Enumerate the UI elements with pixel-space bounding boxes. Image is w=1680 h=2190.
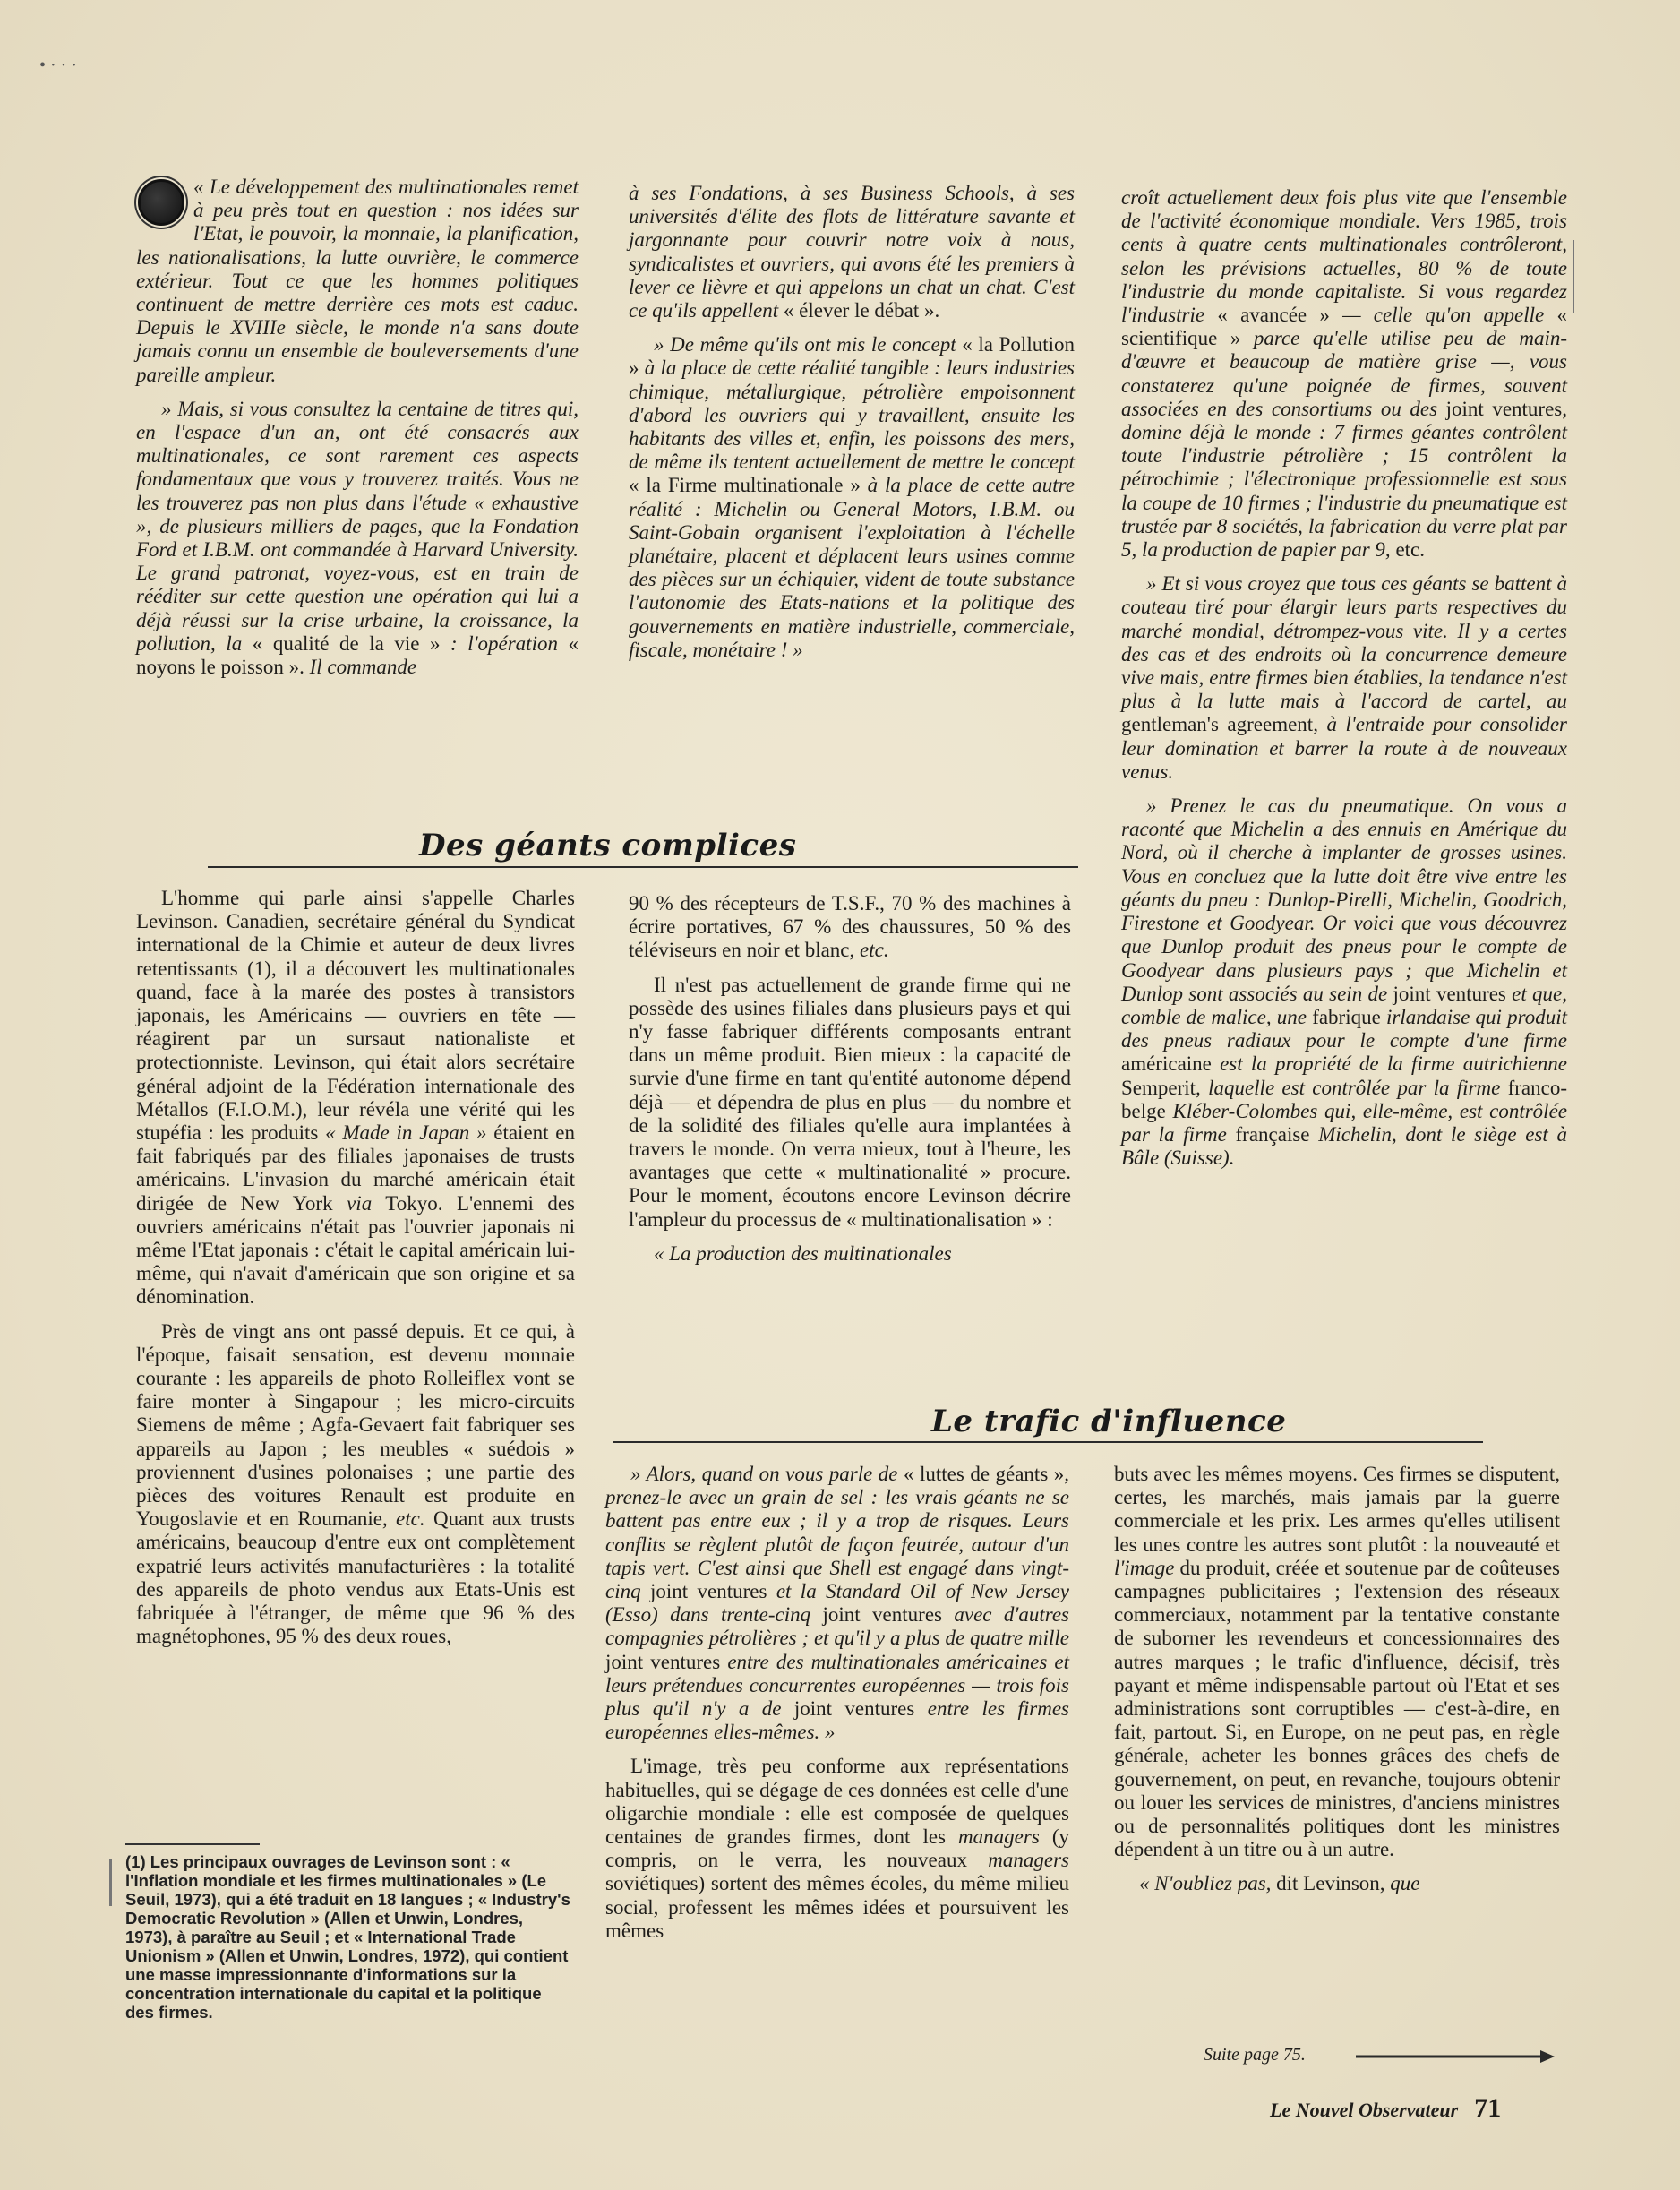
paragraph: « La production des multinationales xyxy=(654,1241,952,1265)
paragraph: » Prenez le cas du pneumatique. On vous a raconté que Michelin a des ennuis en Amérique du Nord, où il cherche à implanter de grosses usines. Vous en concluez que la lutte doit être vive entre les géants du pneu : Dunlop-Pirelli, Michelin, Goodrich, Firestone et Goodyear. Or voici que vous découvrez que Dunlop produit des pneus pour le compte de Goodyear dans plusieurs pays ; que Michelin et Dunlop sont associés au sein de joint ventures et que, comble de malice, une fabrique irlandaise qui produit des pneus radiaux pour le compte d'une firme américaine est la propriété de la firme autrichienne Semperit, laquelle est contrôlée par la firme franco-belge Kléber-Colombes qui, elle-même, est contrôlée par la firme française Michelin, dont le siège est à Bâle (Suisse). xyxy=(1121,794,1568,1170)
paragraph: Près de vingt ans ont passé depuis. Et ce qui, à l'époque, faisait sensation, est devenu monnaie courante : les appareils de photo Rolleiflex vont se faire monter à Singapour ; les micro-circuits Siemens de même ; Agfa-Gevaert fait fabriquer ses appareils au Japon ; les meubles « suédois » proviennent d'usines polonaises ; une partie des pièces des voitures Renault est produite en Yougoslavie et en Roumanie, etc. Quant aux trusts américains, beaucoup d'entre eux ont complètement expatrié leurs activités manufacturières : la totalité des appareils de photo vendus aux Etats-Unis est fabriquée à l'étranger, de même que 96 % des magnétophones, 95 % des deux roues, xyxy=(136,1319,575,1648)
column-3-top xyxy=(1121,186,1567,1181)
section-heading: Des géants complices xyxy=(419,828,797,863)
column-1-top xyxy=(136,176,579,690)
paragraph: buts avec les mêmes moyens. Ces firmes se disputent, certes, les marchés, mais jamais par la guerre commerciale et les prix. Les armes qu'elles utilisent les unes contre les autres sont plutôt : la nouveauté et l'image du produit, créée et soutenue par de coûteuses campagnes publicitaires ; l'extension des réseaux commerciaux, notamment par la tentative constante de suborner les revendeurs et concessionnaires des autres marques ; le trafic d'influence, décisif, très payant et même indispensable partout où l'Etat et ses administrations sont corruptibles — c'est-à-dire, en fait, partout. Si, en Europe, on ne peut pas, en règle générale, acheter les bonnes grâces des chefs de gouvernement, on peut, en revanche, toujours obtenir ou louer les services de ministres, d'anciens ministres ou de personnalités politiques dont les ministres dépendent à un titre ou à un autre. xyxy=(1114,1463,1560,1861)
paragraph: à ses Fondations, à ses Business Schools, à ses universités d'élite des flots de littérature savante et jargonnante pour couvrir notre voix à nous, syndicalistes et ouvriers, qui avons été les premiers à lever ce lièvre et qui appelons un chat un chat. C'est ce qu'ils appellent « élever le débat ». xyxy=(629,182,1075,322)
column-3-bottom xyxy=(1114,1463,1560,1907)
paragraph: » Alors, quand on vous parle de « luttes de géants », prenez-le avec un grain de sel : les vrais géants ne se battent pas entre eux ; il y a trop de risques. Leurs conflits se règlent plutôt de façon feutrée, autour d'un tapis vert. C'est ainsi que Shell est engagé dans vingt-cinq joint ventures et la Standard Oil of New Jersey (Esso) dans trente-cinq joint ventures avec d'autres compagnies pétrolières ; et qu'il y a plus de quatre mille joint ventures entre des multinationales américaines et leurs prétendues concurrentes européennes — trois fois plus qu'il n'y a de joint ventures entre les firmes européennes elles-mêmes. » xyxy=(605,1463,1070,1744)
footnote-rule xyxy=(125,1843,260,1845)
paragraph: » Mais, si vous consultez la centaine de titres qui, en l'espace d'un an, ont été consacrés aux multinationales, ce sont rarement ces aspects fondamentaux que vous y trouverez traités. Vous ne les trouverez pas non plus dans l'étude « exhaustive », de plusieurs milliers de pages, que la Fondation Ford et I.B.M. ont commandée à Harvard University. Le grand patronat, voyez-vous, est en train de rééditer sur cette question une opération qui lui a déjà réussi sur la crise urbaine, la croissance, la pollution, la « qualité de la vie » : l'opération « noyons le poisson ». Il commande xyxy=(136,397,579,679)
column-2-middle xyxy=(629,892,1071,1276)
paragraph: » Et si vous croyez que tous ces géants se battent à couteau tiré pour élargir leurs parts respectives du marché mondial, détrompez-vous vite. Il y a certes des cas et des endroits où la concurrence demeure vive mais, entre firmes bien établies, la tendance n'est plus à la lutte mais à l'accord de cartel, au gentleman's agreement, à l'entraide pour consolider leur domination et barrer la route à de nouveaux venus. xyxy=(1121,572,1567,783)
paragraph: 90 % des récepteurs de T.S.F., 70 % des machines à écrire portatives, 67 % des chaussures, 50 % des téléviseurs en noir et blanc, etc. xyxy=(629,892,1071,962)
corner-specks: • · · · xyxy=(39,56,77,75)
footnote: (1) Les principaux ouvrages de Levinson sont : « l'Inflation mondiale et les firmes multinationales » (Le Seuil, 1973), qui a été traduit en 18 langues ; « Industry's Democratic Revolution » (Allen et Unwin, Londres, 1973), à paraître au Seuil ; et « International Trade Unionism » (Allen et Unwin, Londres, 1972), qui contient une masse impressionnante d'informations sur la concentration internationale du capital et la politique des firmes. xyxy=(125,1852,570,2022)
paragraph: « N'oubliez pas, dit Levinson, que xyxy=(1139,1872,1420,1895)
paragraph: » De même qu'ils ont mis le concept « la Pollution » à la place de cette réalité tangible : leurs industries chimique, métallurgique, pétrolière empoisonnent d'abord les ouvriers qui y travaillent, ensuite les habitants des villes et, enfin, les poissons des mers, de même ils tentent actuellement de mettre le concept « la Firme multinationale » à la place de cette autre réalité : Michelin ou General Motors, I.B.M. ou Saint-Gobain organisent l'exploitation à l'échelle planétaire, placent et déplacent leurs usines comme des pièces sur un échiquier, vident de toute substance l'autonomie des Etats-nations et la politique des gouvernements en matière industrielle, commerciale, fiscale, monétaire ! » xyxy=(629,333,1075,661)
intro-paragraph: « Le développement des multinationales remet à peu près tout en question : nos idées sur l'Etat, le pouvoir, la monnaie, la planification, les nationalisations, la lutte ouvrière, le commerce extérieur. Tout ce que les hommes politiques continuent de mettre derrière ces mots est caduc. Depuis le XVIIIe siècle, le monde n'a sans doute jamais connu un ensemble de bouleversements d'une pareille ampleur. xyxy=(136,176,579,386)
page-footer xyxy=(1270,2093,1501,2124)
column-1-middle xyxy=(136,887,575,1660)
column-2-top xyxy=(629,182,1075,673)
pencil-mark xyxy=(109,1859,112,1906)
page-number: 71 xyxy=(1474,2093,1502,2123)
continued-note: Suite page 75. xyxy=(1204,2045,1306,2065)
paragraph: Il n'est pas actuellement de grande firme qui ne possède des usines filiales dans plusieurs pays et qui n'y fasse fabriquer différents composants entrant dans un même produit. Bien mieux : la capacité de survie d'une firme en tant qu'entité autonome dépend déjà — et dépendra de plus en plus — du nombre et de la solidité des filiales qu'elle aura implantées à travers le monde. On verra mieux, tout à l'heure, les avantages que cette « multinationalité » procure. Pour le moment, écoutons encore Levinson décrire l'ampleur du processus de « multinationalisation » : xyxy=(629,973,1071,1231)
arrow-right-icon xyxy=(1356,2048,1555,2065)
column-2-bottom xyxy=(605,1463,1069,1954)
paragraph: croît actuellement deux fois plus vite que l'ensemble de l'activité économique mondiale. Vers 1985, trois cents à quatre cents multinationales contrôleront, selon les prévisions actuelles, 80 % de toute l'industrie du monde capitaliste. Si vous regardez l'industrie « avancée » — celle qu'on appelle « scientifique » parce qu'elle utilise peu de main-d'œuvre et beaucoup de matière grise —, vous constaterez qu'une poignée de firmes, souvent associées en des consortiums ou des joint ventures, domine déjà le monde : 7 firmes géantes contrôlent toute l'industrie pétrolière ; 15 contrôlent la pétrochimie ; l'électronique professionnelle est sous la coupe de 10 firmes ; l'industrie du pneumatique est trustée par 8 sociétés, la fabrication du verre plat par 5, la production de papier par 9, etc. xyxy=(1121,186,1567,562)
heading-rule xyxy=(208,866,1078,868)
paragraph: L'homme qui parle ainsi s'appelle Charles Levinson. Canadien, secrétaire général du Syndicat international de la Chimie et auteur de deux livres retentissants (1), il a découvert les multinationales quand, face à la marée des postes à transistors japonais, les Américains — ouvriers en tête — réagirent par un sursaut nationaliste et protectionniste. Levinson, qui était alors secrétaire général adjoint de la Fédération internationale des Métallos (F.I.O.M.), leur révéla une vérité qui les stupéfia : les produits « Made in Japan » étaient en fait fabriqués par des filiales japonaises de trusts américains. L'invasion du marché américain était dirigée de New York via Tokyo. L'ennemi des ouvriers américains n'était pas l'ouvrier japonais ni même l'Etat japonais : c'était le capital américain lui-même, qui n'avait d'américain que son origine et sa dénomination. xyxy=(136,887,576,1309)
margin-mark xyxy=(1573,240,1574,313)
heading-rule xyxy=(613,1441,1483,1443)
section-heading: Le trafic d'influence xyxy=(931,1404,1287,1439)
publication-name: Le Nouvel Observateur xyxy=(1270,2099,1459,2121)
bullet-icon xyxy=(138,179,184,226)
paragraph: L'image, très peu conforme aux représentations habituelles, qui se dégage de ces données est celle d'une oligarchie mondiale : elle est composée de quelques centaines de grandes firmes, dont les managers (y compris, on le verra, les nouveaux managers soviétiques) sortent des mêmes écoles, du même milieu social, professent les mêmes idées et poursuivent les mêmes xyxy=(605,1755,1069,1942)
